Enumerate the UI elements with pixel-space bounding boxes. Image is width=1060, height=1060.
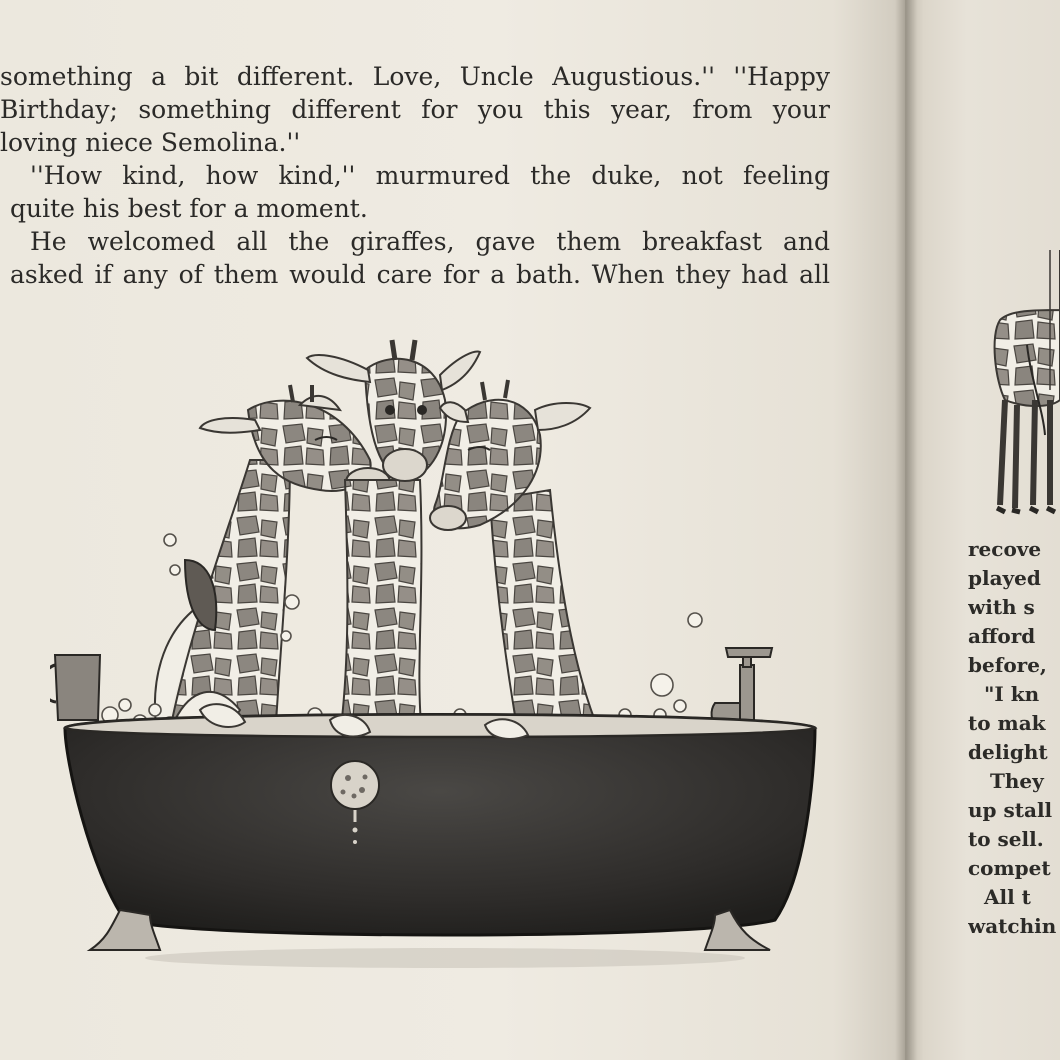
right-line-7: to mak xyxy=(968,711,1046,735)
text-line-2: Birthday; something different for you this year, from your xyxy=(0,95,830,124)
right-line-4: afford xyxy=(968,624,1036,648)
text-line-1: something a bit different. Love, Uncle Augustious.'' ''Happy xyxy=(0,62,830,91)
text-line-4-content: ''How kind, how kind,'' murmured the duke, not feeling xyxy=(30,161,830,190)
bathtub xyxy=(65,715,815,969)
giraffe-right xyxy=(430,380,605,752)
right-line-2: played xyxy=(968,566,1041,590)
right-line-1: recove xyxy=(968,537,1042,561)
book-gutter xyxy=(895,0,917,1060)
mug xyxy=(50,655,100,720)
text-line-7: asked if any of them would care for a bath. When they had all xyxy=(10,260,830,289)
text-line-3: loving niece Semolina.'' xyxy=(0,128,301,157)
right-line-14: watchin xyxy=(968,914,1057,938)
faucet xyxy=(712,648,772,723)
text-line-4 xyxy=(0,159,830,192)
right-line-9: They xyxy=(990,769,1044,793)
text-line-6-content: He welcomed all the giraffes, gave them breakfast and xyxy=(30,227,830,256)
right-line-5: before, xyxy=(968,653,1047,677)
right-line-8: delight xyxy=(968,740,1048,764)
right-line-3: with s xyxy=(968,595,1035,619)
text-line-5: quite his best for a moment. xyxy=(10,194,368,223)
right-line-13: All t xyxy=(984,885,1031,909)
right-line-10: up stall xyxy=(968,798,1053,822)
text-line-6 xyxy=(0,225,830,258)
giraffes-in-bathtub-illustration xyxy=(50,330,840,980)
giraffe-standing-illustration xyxy=(965,250,1060,530)
right-line-11: to sell. xyxy=(968,827,1044,851)
right-page-text xyxy=(968,535,1060,941)
left-page-text xyxy=(0,60,830,291)
right-line-6: "I kn xyxy=(984,682,1040,706)
right-line-12: compet xyxy=(968,856,1051,880)
